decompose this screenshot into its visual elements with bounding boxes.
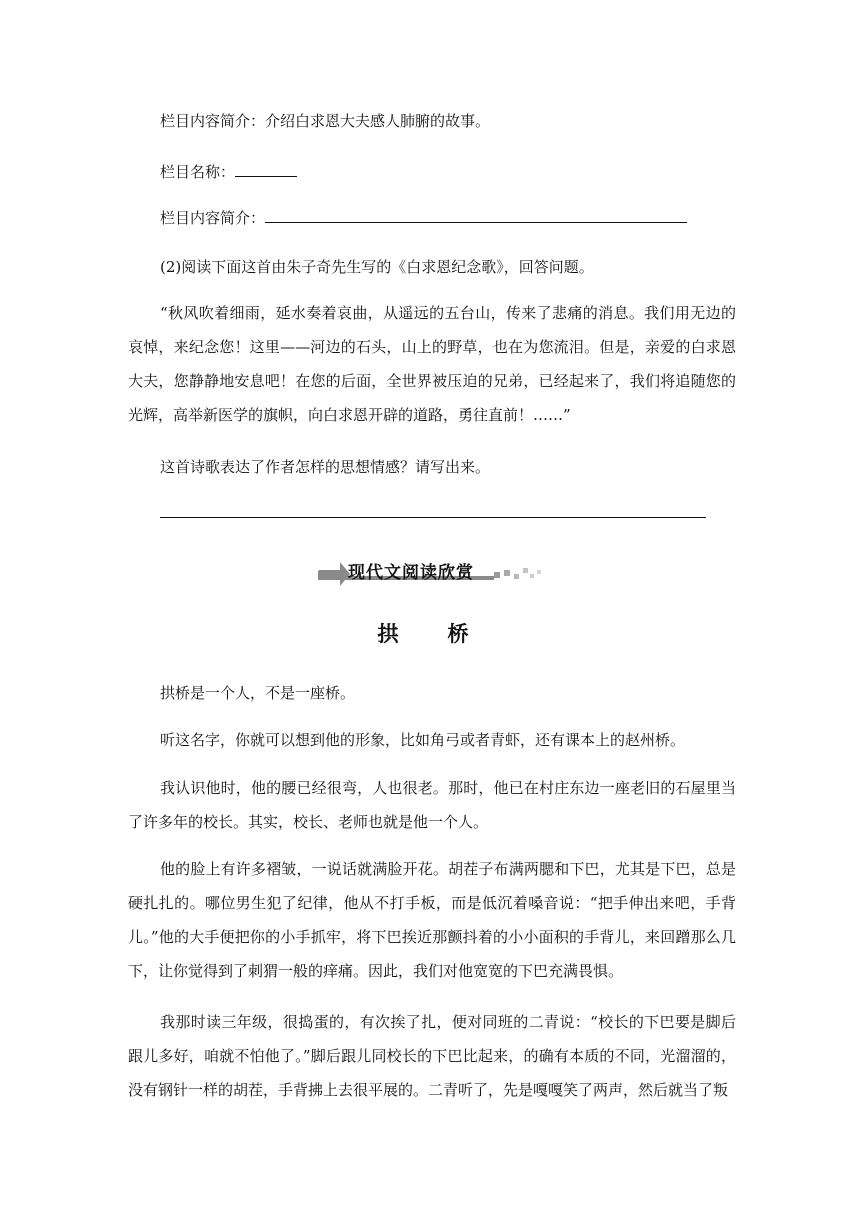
article-title: 拱 桥 xyxy=(377,622,483,646)
question-2: (2)阅读下面这首由朱子奇先生写的《白求恩纪念歌》，回答问题。 xyxy=(160,258,594,276)
column-name-blank[interactable] xyxy=(235,156,297,177)
banner-label: 现代文阅读欣赏 xyxy=(348,563,474,583)
poem-quote: “秋风吹着细雨，延水奏着哀曲，从遥远的五台山，传来了悲痛的消息。我们用无边的哀悼，来纪念您！这里——河边的石头，山上的野草，也在为您流泪。但是，亲爱的白求恩大夫，您静静地安息吧！在您的后面，全世界被压迫的兄弟，已经起来了，我们将追随您的光辉，高举新医学的旗帜，向白求恩开辟的道路，勇往直前！……” xyxy=(128,304,736,424)
column-desc-line xyxy=(160,201,770,235)
section-banner xyxy=(318,556,544,586)
column-name-line xyxy=(160,155,770,189)
poem-question: 这首诗歌表达了作者怎样的思想情感？请写出来。 xyxy=(160,458,491,476)
article-paragraph: 拱桥是一个人，不是一座桥。 xyxy=(160,684,356,702)
article-paragraph: 我那时读三年级，很捣蛋的，有次挨了扎，便对同班的二青说：“校长的下巴要是脚后跟儿多好，咱就不怕他了。”脚后跟儿同校长的下巴比起来，的确有本质的不同，光溜溜的，没有钢针一样的胡茬，手背拂上去很平展的。二青听了，先是嘎嘎笑了两声，然后就当了叛 xyxy=(128,1013,736,1099)
column-name-label: 栏目名称： xyxy=(160,163,236,181)
article-paragraph: 我认识他时，他的腰已经很弯，人也很老。那时，他已在村庄东边一座老旧的石屋里当了许多年的校长。其实，校长、老师也就是他一个人。 xyxy=(128,779,736,831)
answer-line[interactable] xyxy=(160,517,706,518)
article-paragraph: 他的脸上有许多褶皱，一说话就满脸开花。胡茬子布满两腮和下巴，尤其是下巴，总是硬扎扎的。哪位男生犯了纪律，他从不打手板，而是低沉着嗓音说：“把手伸出来吧，手背儿。”他的大手便把你的小手抓牢，将下巴挨近那颤抖着的小小面积的手背儿，来回蹭那么几下，让你觉得到了刺猬一般的痒痛。因此，我们对他宽宽的下巴充满畏惧。 xyxy=(128,860,736,980)
article-paragraph: 听这名字，你就可以想到他的形象，比如角弓或者青虾，还有课本上的赵州桥。 xyxy=(160,731,686,749)
column-intro-line: 栏目内容简介：介绍白求恩大夫感人肺腑的故事。 xyxy=(160,112,491,130)
column-desc-label: 栏目内容简介： xyxy=(160,209,266,227)
column-desc-blank[interactable] xyxy=(265,202,687,223)
